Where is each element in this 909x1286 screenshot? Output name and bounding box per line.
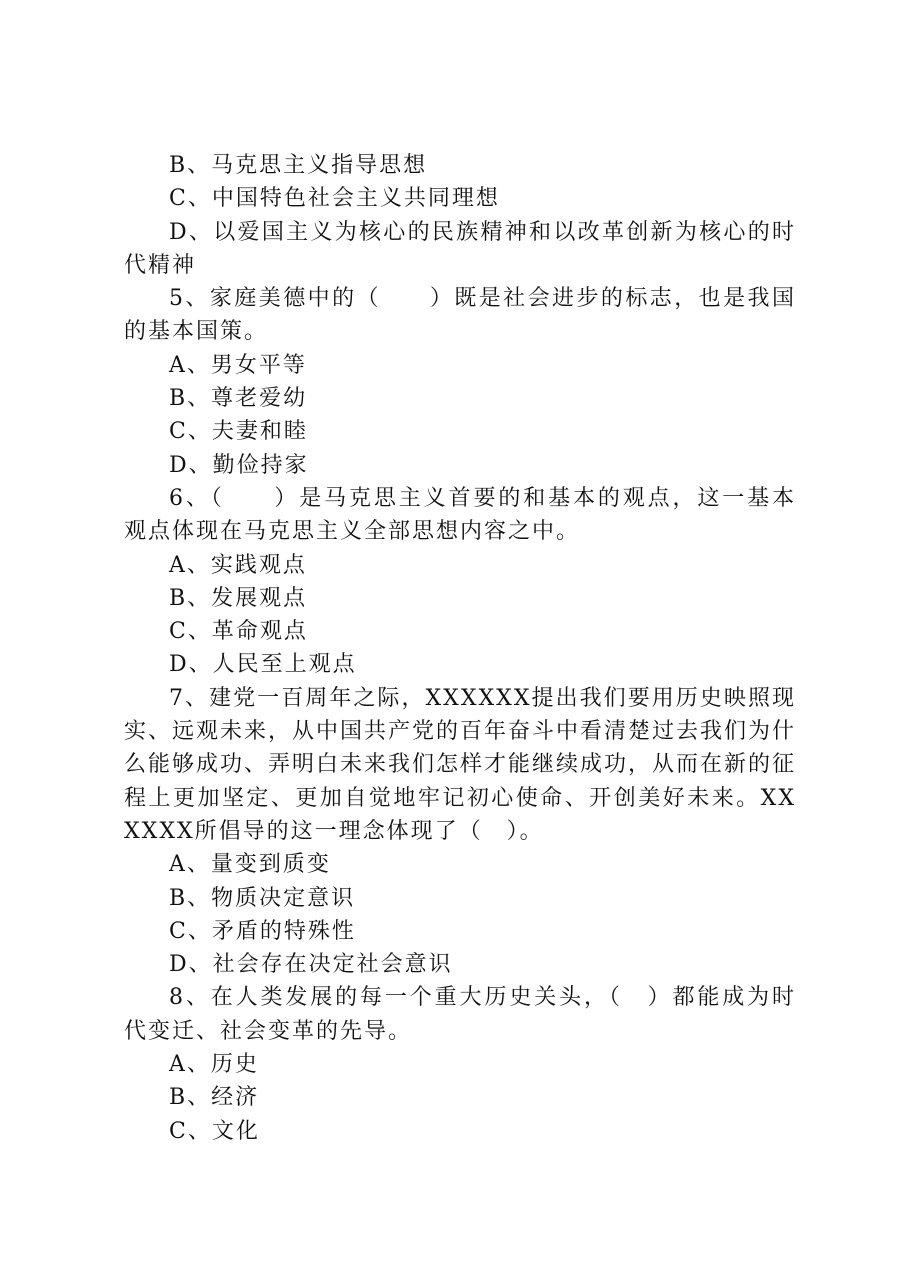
option-c-q8: C、文化 bbox=[169, 1118, 260, 1144]
option-b-q7: B、物质决定意识 bbox=[169, 885, 356, 911]
option-b-q5: B、尊老爱幼 bbox=[169, 386, 308, 412]
option-d-q6: D、人民至上观点 bbox=[169, 652, 357, 678]
option-a-q7: A、量变到质变 bbox=[169, 852, 331, 878]
option-a-q8: A、历史 bbox=[169, 1052, 259, 1078]
option-c-q4: C、中国特色社会主义共同理想 bbox=[169, 186, 500, 212]
option-d-q4: D、以爱国主义为核心的民族精神和以改革创新为核心的时代精神 bbox=[124, 219, 796, 278]
option-c-q6: C、革命观点 bbox=[169, 619, 308, 645]
option-c-q5: C、夫妻和睦 bbox=[169, 419, 308, 445]
question-7: 7、建党一百周年之际，XXXXXX提出我们要用历史映照现实、远观未来，从中国共产党的百年奋斗中看清楚过去我们为什么能够成功、弄明白未来我们怎样才能继续成功，从而在新的征程上更加坚定、更加自觉地牢记初心使命、开创美好未来。XXXXXX所倡导的这一理念体现了（ ）。 bbox=[124, 685, 797, 844]
question-list bbox=[124, 149, 796, 1148]
option-b-q6: B、发展观点 bbox=[169, 585, 308, 611]
option-d-q7: D、社会存在决定社会意识 bbox=[169, 952, 453, 978]
question-6: 6、（ ）是马克思主义首要的和基本的观点，这一基本观点体现在马克思主义全部思想内容之中。 bbox=[124, 485, 796, 545]
question-5: 5、家庭美德中的（ ）既是社会进步的标志，也是我国的基本国策。 bbox=[124, 286, 796, 345]
option-c-q7: C、矛盾的特殊性 bbox=[169, 918, 356, 944]
question-8: 8、在人类发展的每一个重大历史关头，（ ）都能成为时代变迁、社会变革的先导。 bbox=[124, 985, 796, 1044]
option-b-q8: B、经济 bbox=[169, 1085, 260, 1111]
option-a-q6: A、实践观点 bbox=[169, 552, 307, 578]
option-d-q5: D、勤俭持家 bbox=[169, 452, 309, 478]
option-b-q4: B、马克思主义指导思想 bbox=[169, 153, 428, 178]
option-a-q5: A、男女平等 bbox=[169, 352, 307, 378]
